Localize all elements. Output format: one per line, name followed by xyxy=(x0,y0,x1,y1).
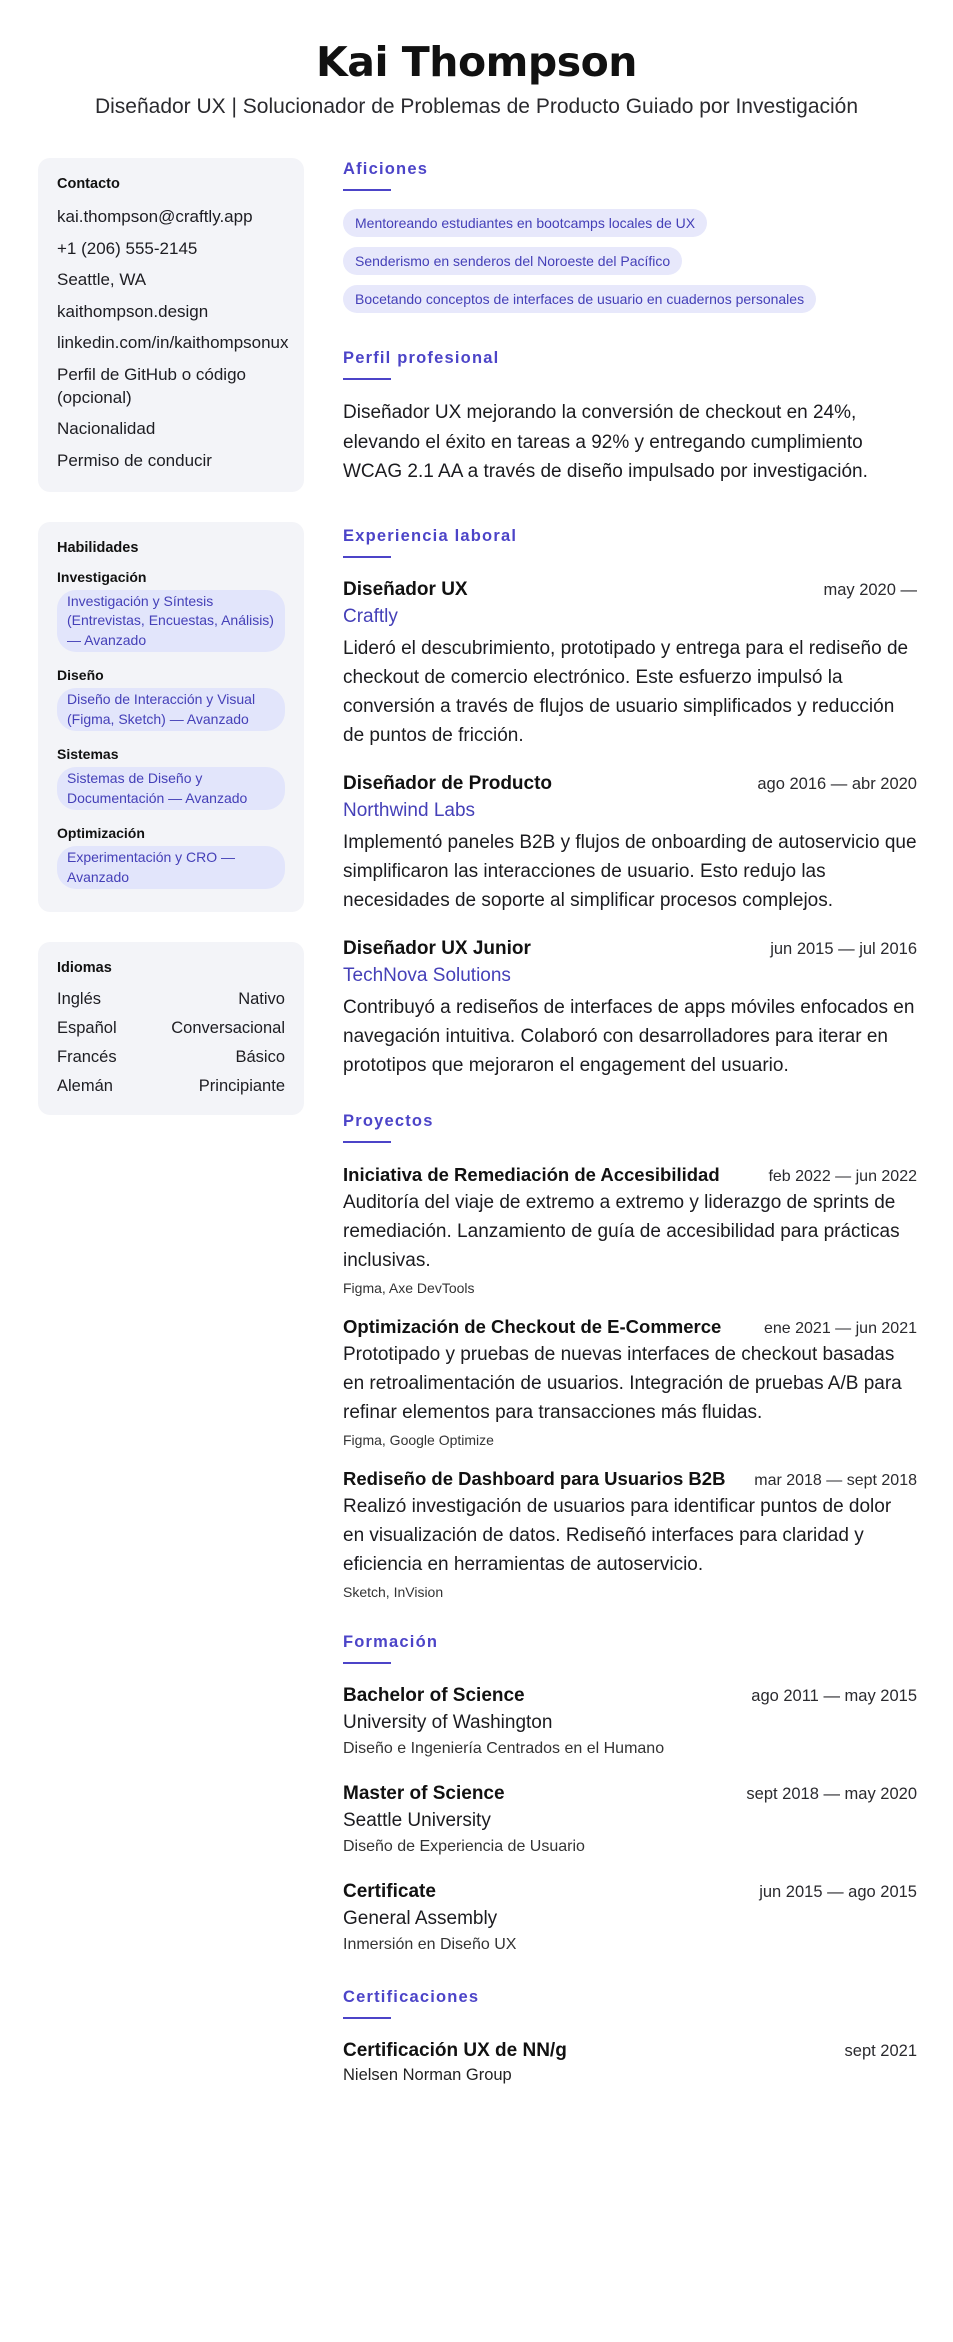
projects-section xyxy=(343,1110,917,1601)
section-title: Proyectos xyxy=(343,1111,434,1130)
language-name: Español xyxy=(57,1019,117,1037)
job-title: Diseñador UX Junior xyxy=(343,937,531,959)
skill-category: Diseño xyxy=(57,667,104,683)
degree-name: Bachelor of Science xyxy=(343,1684,525,1706)
contact-linkedin[interactable]: linkedin.com/in/kaithompsonux xyxy=(57,333,289,352)
section-title: Perfil profesional xyxy=(343,349,500,367)
language-level: Básico xyxy=(235,1048,285,1066)
project-tools: Figma, Google Optimize xyxy=(343,1431,494,1448)
certifications-section xyxy=(343,1986,917,2086)
experience-entry xyxy=(343,770,917,915)
skill-category: Optimización xyxy=(57,825,145,841)
language-name: Alemán xyxy=(57,1077,113,1095)
job-dates: jun 2015 — jul 2016 xyxy=(770,939,917,958)
contact-title: Contacto xyxy=(57,176,120,192)
education-entry xyxy=(343,1682,917,1760)
language-level: Conversacional xyxy=(171,1019,285,1037)
field-of-study: Diseño de Experiencia de Usuario xyxy=(343,1837,585,1855)
skills-title: Habilidades xyxy=(57,539,139,556)
hobby-tag: Mentoreando estudiantes en bootcamps locales de UX xyxy=(343,209,707,237)
contact-github: Perfil de GitHub o código (opcional) xyxy=(57,364,246,407)
education-dates: ago 2011 — may 2015 xyxy=(751,1686,917,1705)
job-dates: ago 2016 — abr 2020 xyxy=(757,774,917,793)
project-description: Auditoría del viaje de extremo a extremo y liderazgo de sprints de remediación. Lanzamiento de guía de accesibilidad para prácticas inclusivas. xyxy=(343,1191,900,1271)
certification-entry xyxy=(343,2037,917,2086)
education-section xyxy=(343,1631,917,1956)
languages-title: Idiomas xyxy=(57,960,112,976)
project-dates: feb 2022 — jun 2022 xyxy=(768,1167,917,1185)
skill-badge: Sistemas de Diseño y Documentación — Avanzado xyxy=(57,767,285,810)
school-name: General Assembly xyxy=(343,1907,498,1929)
contact-card xyxy=(38,158,304,492)
degree-name: Certificate xyxy=(343,1880,436,1902)
project-entry xyxy=(343,1161,917,1297)
section-divider xyxy=(343,1662,391,1664)
contact-website[interactable]: kaithompson.design xyxy=(57,301,209,321)
main-content xyxy=(343,158,917,2116)
project-description: Prototipado y pruebas de nuevas interfaces de checkout basadas en retroalimentación de usuarios. Integración de pruebas A/B para refinar elementos para transacciones más fluidas. xyxy=(343,1343,902,1423)
skill-group xyxy=(57,825,285,889)
language-level: Nativo xyxy=(238,990,285,1008)
project-name: Iniciativa de Remediación de Accesibilidad xyxy=(343,1163,720,1185)
contact-driving-license: Permiso de conducir xyxy=(57,450,212,470)
skill-badge: Diseño de Interacción y Visual (Figma, Sketch) — Avanzado xyxy=(57,688,285,731)
job-title: Diseñador de Producto xyxy=(343,772,553,794)
education-dates: sept 2018 — may 2020 xyxy=(746,1784,917,1803)
skill-category: Investigación xyxy=(57,568,147,585)
language-name: Inglés xyxy=(57,990,102,1008)
language-row xyxy=(57,1076,285,1097)
job-dates: may 2020 — xyxy=(823,580,917,599)
language-row xyxy=(57,1047,285,1068)
resume-header xyxy=(0,34,953,120)
experience-entry xyxy=(343,576,917,750)
project-entry xyxy=(343,1313,917,1449)
education-entry xyxy=(343,1878,917,1956)
degree-name: Master of Science xyxy=(343,1782,505,1804)
experience-entry xyxy=(343,935,917,1080)
section-title: Aficiones xyxy=(343,160,429,178)
education-dates: jun 2015 — ago 2015 xyxy=(759,1882,917,1901)
certification-issuer: Nielsen Norman Group xyxy=(343,2065,512,2084)
section-divider xyxy=(343,189,391,191)
hobbies-section xyxy=(343,158,917,323)
company-name: TechNova Solutions xyxy=(343,964,511,986)
hobby-tag: Senderismo en senderos del Noroeste del Pacífico xyxy=(343,247,682,275)
contact-nationality: Nacionalidad xyxy=(57,419,156,438)
language-name: Francés xyxy=(57,1048,117,1066)
skills-card xyxy=(38,522,304,913)
section-title: Certificaciones xyxy=(343,1987,480,2006)
candidate-name: Kai Thompson xyxy=(316,38,637,86)
school-name: University of Washington xyxy=(343,1711,553,1733)
project-tools: Figma, Axe DevTools xyxy=(343,1279,475,1296)
hobby-tag: Bocetando conceptos de interfaces de usuario en cuadernos personales xyxy=(343,285,816,313)
certification-name: Certificación UX de NN/g xyxy=(343,2039,567,2061)
skill-group xyxy=(57,746,285,810)
profile-section xyxy=(343,347,917,487)
sidebar xyxy=(38,158,304,1145)
certification-date: sept 2021 xyxy=(844,2041,917,2060)
project-entry xyxy=(343,1465,917,1601)
section-divider xyxy=(343,2017,391,2019)
section-title: Experiencia laboral xyxy=(343,526,518,545)
skill-group xyxy=(57,667,285,731)
job-description: Contribuyó a rediseños de interfaces de apps móviles enfocados en navegación intuitiva. Colaboró con desarrolladores para iterar en prototipos que mejoraron el engagement del usuario. xyxy=(343,996,915,1076)
experience-section xyxy=(343,525,917,1080)
profile-summary: Diseñador UX mejorando la conversión de checkout en 24%, elevando el éxito en tareas a 92% y entregando cumplimiento WCAG 2.1 AA a través de diseño impulsado por investigación. xyxy=(343,402,868,482)
job-description: Lideró el descubrimiento, prototipado y entrega para el rediseño de checkout de comercio electrónico. Este esfuerzo impulsó la conversión a través de flujos de usuario simplificados y reducción de puntos de fricción. xyxy=(343,637,909,746)
project-dates: mar 2018 — sept 2018 xyxy=(754,1471,917,1489)
skill-category: Sistemas xyxy=(57,746,119,762)
field-of-study: Diseño e Ingeniería Centrados en el Humano xyxy=(343,1739,665,1757)
candidate-tagline: Diseñador UX | Solucionador de Problemas de Producto Guiado por Investigación xyxy=(94,95,859,118)
job-description: Implementó paneles B2B y flujos de onboarding de autoservicio que simplificaron las interacciones de usuario. Esto redujo las necesidades de soporte al simplificar procesos complejos. xyxy=(343,831,917,911)
contact-location: Seattle, WA xyxy=(57,270,147,289)
language-level: Principiante xyxy=(198,1077,285,1095)
language-row xyxy=(57,989,285,1010)
section-divider xyxy=(343,378,391,380)
project-tools: Sketch, InVision xyxy=(343,1583,444,1600)
job-title: Diseñador UX xyxy=(343,578,468,600)
section-divider xyxy=(343,1141,391,1143)
section-divider xyxy=(343,556,391,558)
project-description: Realizó investigación de usuarios para identificar puntos de dolor en visualización de datos. Rediseñó interfaces para claridad y eficiencia en herramientas de autoservicio. xyxy=(343,1495,892,1575)
contact-email[interactable]: kai.thompson@craftly.app xyxy=(57,207,253,226)
company-name: Craftly xyxy=(343,605,398,627)
company-name: Northwind Labs xyxy=(343,799,476,821)
skill-badge: Investigación y Síntesis (Entrevistas, Encuestas, Análisis) — Avanzado xyxy=(57,590,285,653)
skill-group xyxy=(57,569,285,653)
skill-badge: Experimentación y CRO — Avanzado xyxy=(57,846,285,889)
project-dates: ene 2021 — jun 2021 xyxy=(763,1319,917,1337)
school-name: Seattle University xyxy=(343,1809,491,1831)
section-title: Formación xyxy=(343,1632,439,1651)
field-of-study: Inmersión en Diseño UX xyxy=(343,1935,517,1953)
project-name: Rediseño de Dashboard para Usuarios B2B xyxy=(343,1467,726,1489)
language-row xyxy=(57,1018,285,1039)
languages-card xyxy=(38,942,304,1115)
education-entry xyxy=(343,1780,917,1858)
project-name: Optimización de Checkout de E-Commerce xyxy=(343,1315,722,1337)
contact-phone[interactable]: +1 (206) 555-2145 xyxy=(57,238,198,258)
